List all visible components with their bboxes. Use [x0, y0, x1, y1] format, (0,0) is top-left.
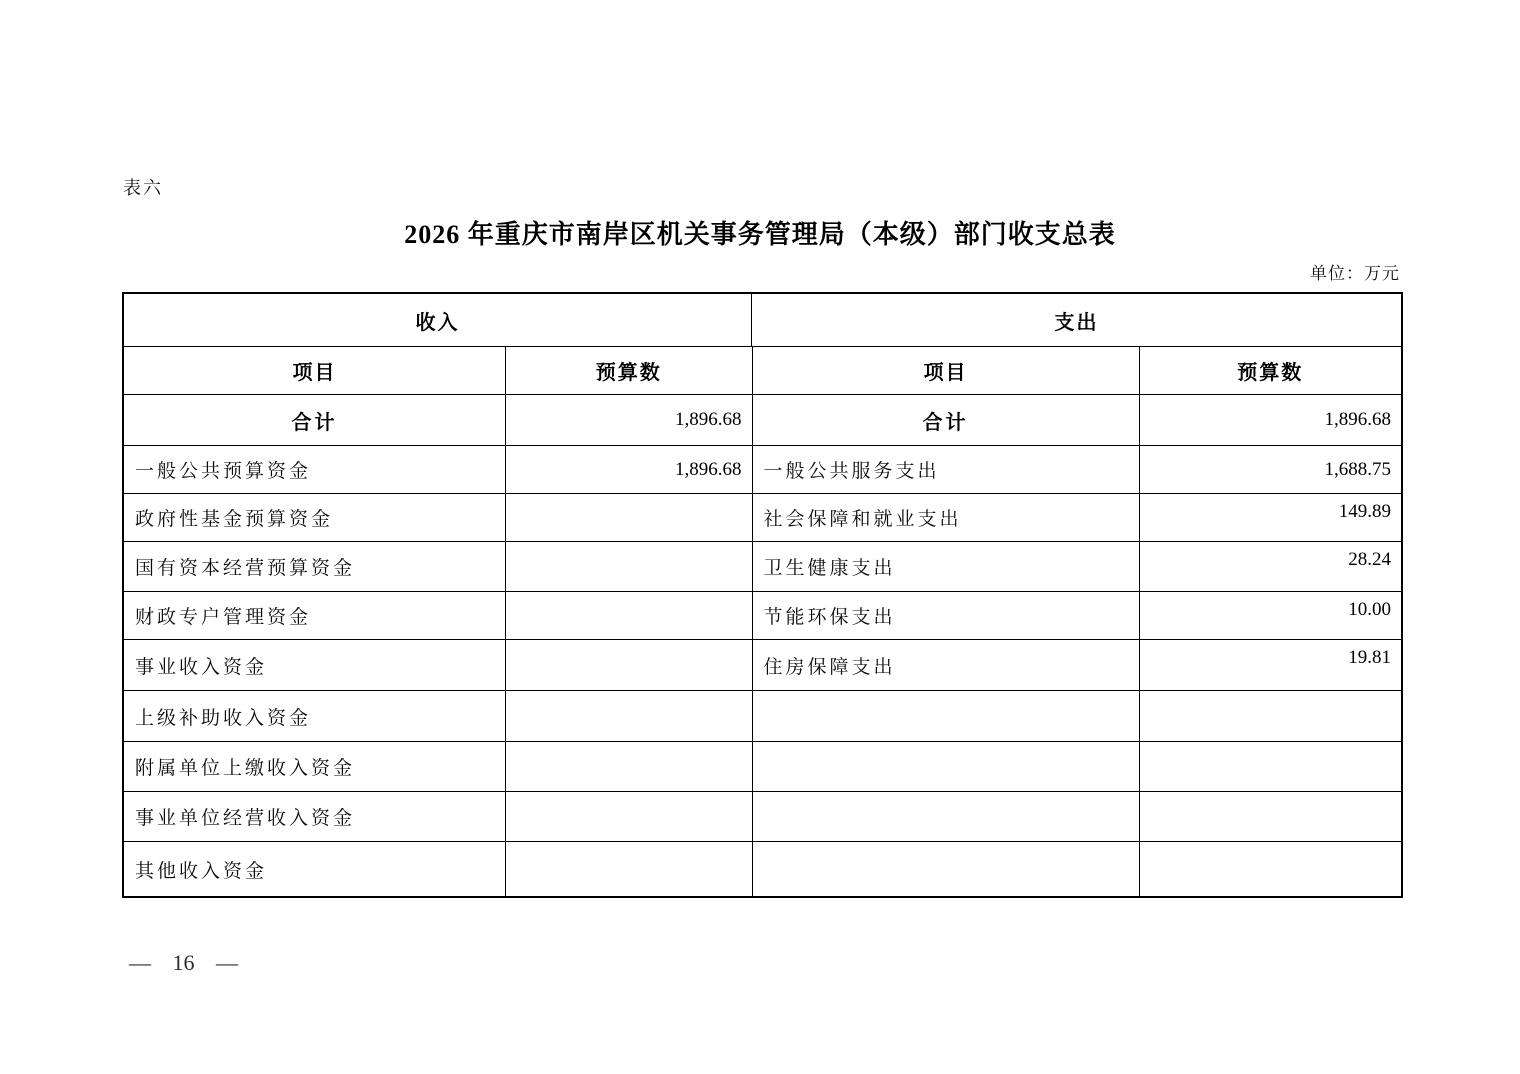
total-row: [124, 395, 1401, 446]
expenditure-item-cell: 卫生健康支出: [753, 542, 1140, 591]
expenditure-total-label: 合计: [753, 395, 1140, 445]
expenditure-group-header: 支出: [1054, 311, 1099, 334]
income-value-cell: [506, 542, 752, 591]
page-number: — 16 —: [129, 950, 238, 975]
expenditure-item-cell: [753, 842, 1140, 896]
table-row: [124, 640, 1401, 691]
table-row: [124, 792, 1401, 842]
expenditure-item-cell: 社会保障和就业支出: [753, 494, 1140, 541]
income-group-header: 收入: [124, 294, 752, 346]
expenditure-item-cell: [753, 691, 1140, 741]
table-group-header-row: [124, 294, 1401, 347]
income-budget-header: 预算数: [506, 347, 752, 394]
expenditure-value-cell: 1,688.75: [1324, 458, 1391, 480]
income-value-cell: [506, 842, 752, 896]
table-row: [124, 742, 1401, 792]
expenditure-value-cell: 19.81: [1348, 647, 1391, 668]
income-value-cell: [506, 494, 752, 541]
income-value-cell: [506, 691, 752, 741]
income-item-cell: 政府性基金预算资金: [124, 494, 506, 541]
table-row: [124, 542, 1401, 592]
expenditure-item-cell: 一般公共服务支出: [753, 446, 1140, 493]
income-item-header: 项目: [124, 347, 506, 394]
expenditure-budget-header: 预算数: [1237, 362, 1304, 384]
expenditure-value-cell: 149.89: [1338, 501, 1391, 522]
expenditure-item-header: 项目: [753, 347, 1140, 394]
income-total-value: 1,896.68: [506, 395, 752, 445]
expenditure-item-cell: 住房保障支出: [753, 640, 1140, 690]
table-row: [124, 691, 1401, 742]
expenditure-value-cell: 28.24: [1348, 549, 1391, 570]
income-item-cell: 其他收入资金: [124, 842, 506, 896]
table-row: [124, 842, 1401, 896]
income-item-cell: 附属单位上缴收入资金: [124, 742, 506, 791]
table-row: [124, 494, 1401, 542]
expenditure-value-cell: [1140, 792, 1401, 841]
income-value-cell: [506, 742, 752, 791]
income-item-cell: 国有资本经营预算资金: [124, 542, 506, 591]
unit-note: 单位：万元: [1310, 264, 1400, 283]
income-value-cell: 1,896.68: [506, 446, 752, 493]
expenditure-item-cell: 节能环保支出: [753, 592, 1140, 639]
income-value-cell: [506, 640, 752, 690]
income-item-cell: 上级补助收入资金: [124, 691, 506, 741]
expenditure-value-cell: [1140, 742, 1401, 791]
income-item-cell: 事业单位经营收入资金: [124, 792, 506, 841]
expenditure-item-cell: [753, 792, 1140, 841]
page-title: 2026 年重庆市南岸区机关事务管理局（本级）部门收支总表: [404, 220, 1116, 249]
expenditure-item-cell: [753, 742, 1140, 791]
expenditure-value-cell: [1140, 691, 1401, 741]
income-total-label: 合计: [124, 395, 506, 445]
expenditure-value-cell: [1140, 842, 1401, 896]
budget-table: [122, 292, 1403, 898]
income-value-cell: [506, 792, 752, 841]
income-item-cell: 财政专户管理资金: [124, 592, 506, 639]
table-number-label: 表六: [123, 178, 163, 198]
table-column-header-row: [124, 347, 1401, 395]
table-row: [124, 446, 1401, 494]
table-row: [124, 592, 1401, 640]
income-item-cell: 一般公共预算资金: [124, 446, 506, 493]
income-value-cell: [506, 592, 752, 639]
income-item-cell: 事业收入资金: [124, 640, 506, 690]
expenditure-value-cell: 10.00: [1348, 599, 1391, 620]
expenditure-total-value: 1,896.68: [1324, 409, 1391, 430]
